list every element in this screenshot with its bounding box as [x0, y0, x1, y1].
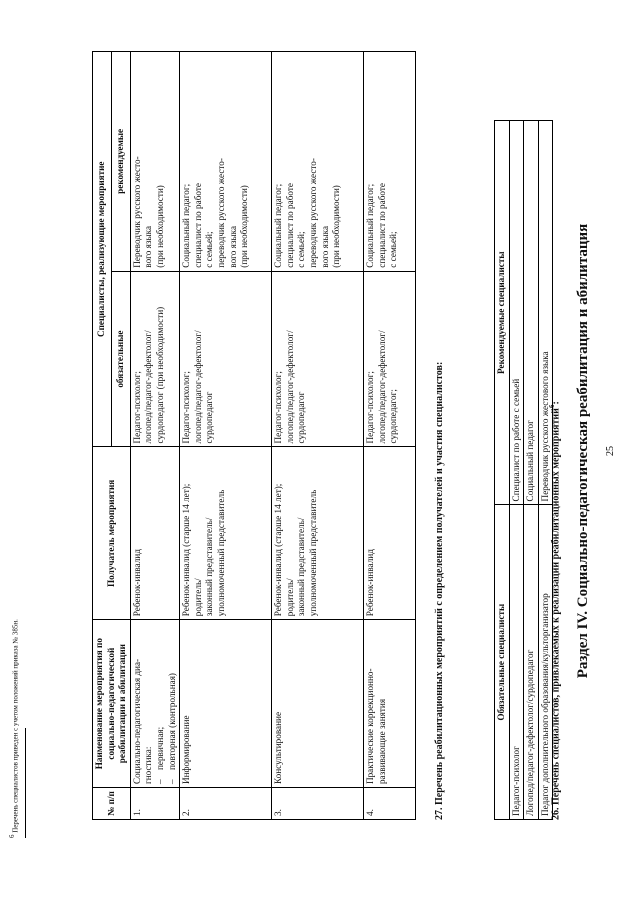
- activities-table: [92, 51, 416, 820]
- mandatory-line: сурдопедагог: [296, 391, 307, 444]
- mandatory-cell: [364, 271, 416, 447]
- table-header-row: [93, 52, 112, 820]
- section-26-heading-end: :: [550, 401, 562, 405]
- recommended-cell: Социальный педагог: [524, 121, 539, 505]
- table-row: [272, 52, 364, 820]
- mandatory-line: логопед/педагог-дефектолог/: [143, 330, 154, 444]
- mandatory-cell: [180, 271, 272, 447]
- activity-name-cell: [364, 620, 416, 788]
- recommended-line: (при необходимости): [154, 185, 165, 268]
- recommended-cell: Специалист по работе с семьей: [509, 121, 524, 505]
- dash-bullet: –: [166, 779, 177, 785]
- activity-name: Информирование: [181, 715, 192, 785]
- row-number: 1.: [130, 788, 179, 820]
- activity-subitem: [155, 623, 167, 784]
- footnote: [8, 619, 19, 838]
- recipient-line: Ребенок-инвалид (старше 14 лет);: [181, 483, 192, 617]
- recommended-line: переводчик русского жесто-: [307, 158, 318, 268]
- footnote-text: Перечень специалистов приведен с учетом положений приказа № 385н.: [11, 619, 20, 833]
- activity-name-cell: [180, 620, 272, 788]
- recipient-line: Ребенок-инвалид: [131, 549, 142, 617]
- row-number: 4.: [364, 788, 416, 820]
- recommended-line: Социальный педагог;: [181, 183, 192, 268]
- recipient-line: уполномоченный представитель: [215, 489, 226, 617]
- col-mandatory-header: обязательные: [111, 271, 130, 447]
- activity-subitem-text: первичная;: [154, 726, 165, 771]
- recommended-cell: [130, 52, 179, 272]
- mandatory-line: логопед/педагог-дефектолог/: [284, 330, 295, 444]
- mandatory-line: логопед/педагог-дефектолог/: [376, 330, 387, 444]
- table-row: [180, 52, 272, 820]
- mandatory-cell: [130, 271, 179, 447]
- recommended-line: специалист по работе: [376, 183, 387, 268]
- activity-name-cell: [272, 620, 364, 788]
- mandatory-cell: [272, 271, 364, 447]
- mandatory-line: Педагог-психолог;: [181, 371, 192, 444]
- recommended-line: Социальный педагог;: [365, 183, 376, 268]
- section-26-heading-text: 26. Перечень специалистов, привлекаемых к реализации реабилитационных мероприятий: [550, 408, 562, 820]
- section-title: Раздел IV. Социально-педагогическая реабилитация и абилитация: [575, 223, 591, 679]
- recipient-cell: [130, 447, 179, 620]
- activity-name: Социально-педагогическая диа-гностика:: [131, 658, 154, 785]
- row-number: 3.: [272, 788, 364, 820]
- mandatory-line: Педагог-психолог;: [365, 371, 376, 444]
- recommended-line: (при необходимости): [331, 185, 342, 268]
- mandatory-line: логопед/педагог-дефектолог/: [192, 330, 203, 444]
- col-name-header: Наименование мероприятия по социально-педагогической реабилитации и абилитации: [93, 620, 131, 788]
- activity-name-cell: [130, 620, 179, 788]
- recommended-line: (при необходимости): [239, 185, 250, 268]
- col-specialists-header: Специалисты, реализующие мероприятие: [93, 52, 112, 447]
- recommended-line: вого языка: [227, 225, 238, 268]
- row-number: 2.: [180, 788, 272, 820]
- recipient-cell: [364, 447, 416, 620]
- col-recommended-header: Рекомендуемые специалисты: [495, 121, 510, 505]
- recommended-cell: [364, 52, 416, 272]
- recipient-line: Ребенок-инвалид: [365, 549, 376, 617]
- recipient-line: Ребенок-инвалид (старше 14 лет);: [273, 483, 284, 617]
- recommended-cell: Переводчик русского жестового языка: [538, 121, 553, 505]
- mandatory-line: сурдопедагог (при необходимости): [154, 306, 165, 444]
- col-recipient-header: Получатель мероприятия: [93, 447, 131, 620]
- recommended-line: Социальный педагог;: [273, 183, 284, 268]
- recommended-line: переводчик русского жесто-: [215, 158, 226, 268]
- recipient-cell: [272, 447, 364, 620]
- col-no-header: № п/п: [93, 788, 131, 820]
- recipient-line: родитель/: [284, 578, 295, 617]
- col-recommended-header: рекомендуемые: [111, 52, 130, 272]
- recipient-cell: [180, 447, 272, 620]
- footnote-rule: [25, 728, 26, 838]
- mandatory-line: Педагог-психолог;: [273, 371, 284, 444]
- recommended-line: Переводчик русского жесто-: [131, 156, 142, 268]
- section-27-heading: 27. Перечень реабилитационных мероприятий с определением получателей и участия специалистов:: [434, 361, 445, 820]
- recommended-line: вого языка: [319, 225, 330, 268]
- mandatory-line: сурдопедагог: [204, 391, 215, 444]
- activity-subitem: [167, 623, 179, 784]
- activities-table-body: [130, 52, 415, 820]
- table-header-row: [495, 121, 510, 820]
- mandatory-cell: Педагог-психолог: [509, 505, 524, 820]
- recommended-line: вого языка: [143, 225, 154, 268]
- activity-name: Консультирование: [273, 711, 284, 785]
- mandatory-line: сурдопедагог;: [388, 389, 399, 444]
- dash-bullet: –: [154, 779, 165, 785]
- recommended-line: специалист по работе: [192, 183, 203, 268]
- recipient-line: родитель/: [192, 578, 203, 617]
- recommended-cell: [180, 52, 272, 272]
- activity-subitem-text: повторная (контрольная): [166, 673, 177, 771]
- table-row: [538, 121, 553, 820]
- specialists-table: [494, 120, 553, 820]
- footnote-mark: 6: [548, 404, 556, 409]
- recipient-line: законный представитель/: [204, 517, 215, 617]
- mandatory-cell: Педагог дополнительного образования/культорганизатор: [538, 505, 553, 820]
- table-row: [130, 52, 179, 820]
- recommended-cell: [272, 52, 364, 272]
- recommended-line: с семьей;: [388, 231, 399, 268]
- recipient-line: уполномоченный представитель: [307, 489, 318, 617]
- table-row: [364, 52, 416, 820]
- col-mandatory-header: Обязательные специалисты: [495, 505, 510, 820]
- recommended-line: специалист по работе: [284, 183, 295, 268]
- recommended-line: с семьей;: [296, 231, 307, 268]
- page-number: 25: [605, 446, 616, 456]
- table-row: [524, 121, 539, 820]
- recipient-line: законный представитель/: [296, 517, 307, 617]
- mandatory-cell: Логопед/педагог-дефектолог/сурдопедагог: [524, 505, 539, 820]
- table-row: [509, 121, 524, 820]
- footnote-number: 6: [8, 834, 16, 838]
- activity-name: Практические коррекционно-развивающие занятия: [365, 668, 387, 785]
- mandatory-line: Педагог-психолог;: [131, 371, 142, 444]
- recommended-line: с семьей;: [204, 231, 215, 268]
